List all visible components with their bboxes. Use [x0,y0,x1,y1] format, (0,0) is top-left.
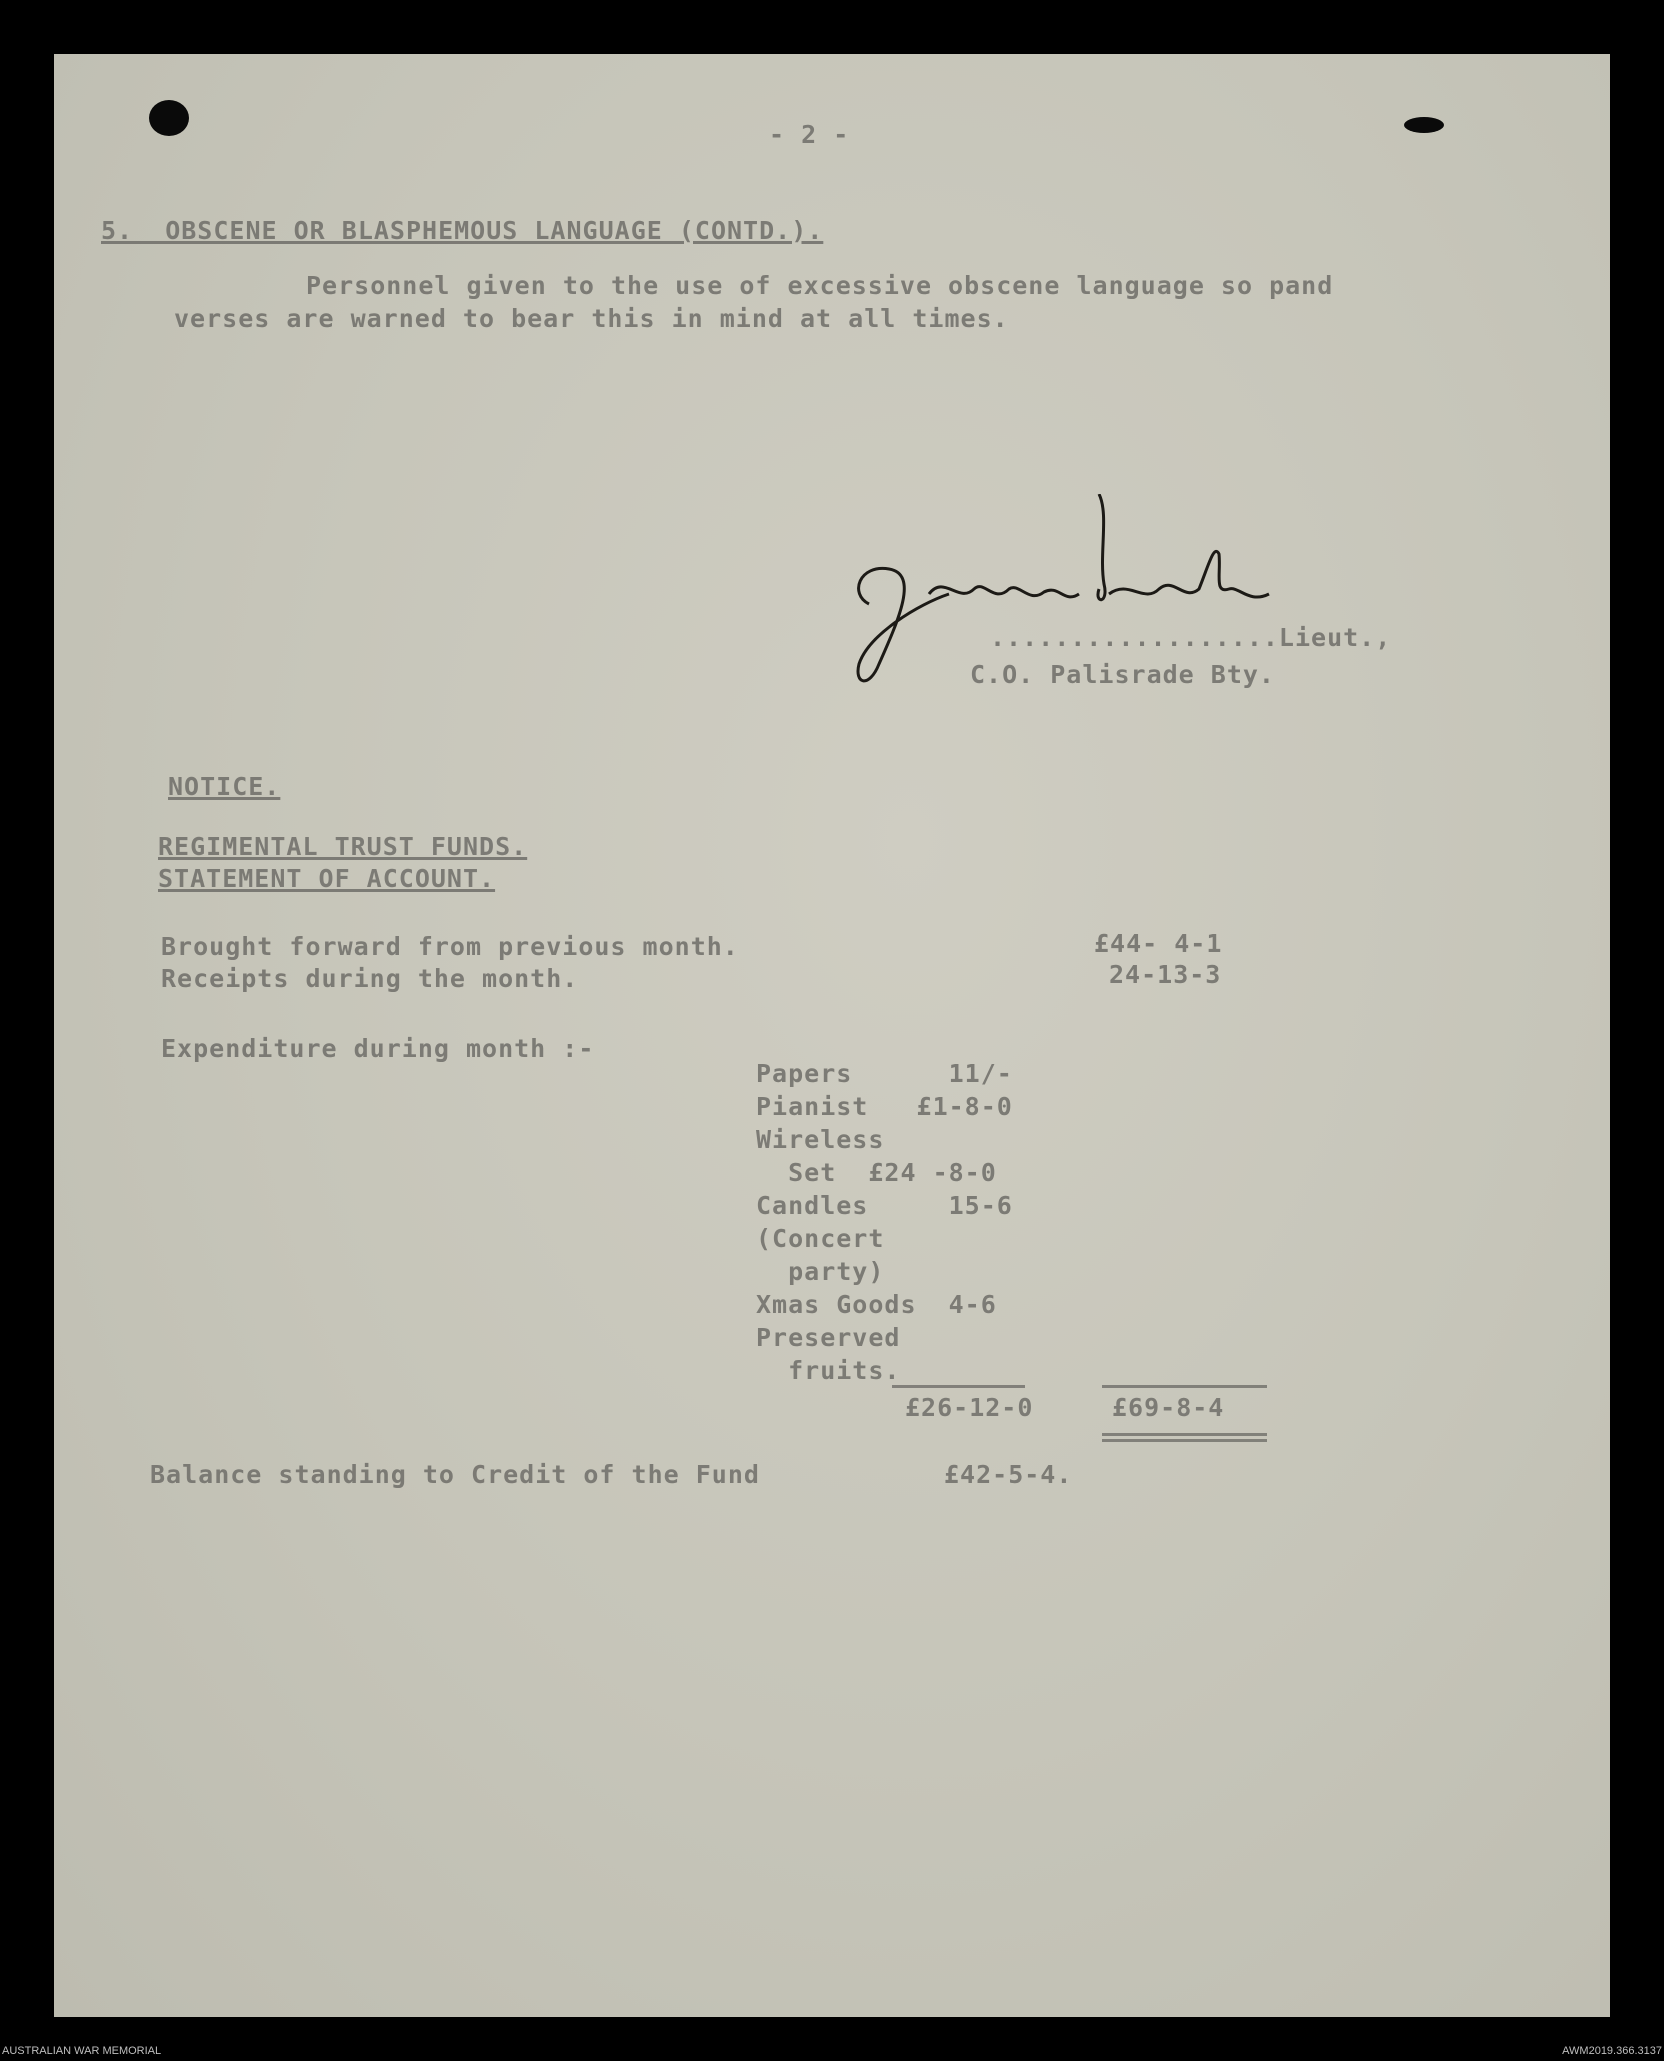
expenditure-label: Expenditure during month :- [161,1034,595,1063]
receipts-label: Receipts during the month. [161,964,579,993]
brought-forward-label: Brought forward from previous month. [161,932,739,961]
expense-item: (Concert [756,1224,885,1253]
brought-forward-value: £44- 4-1 [1094,929,1223,958]
balance-value: £42-5-4. [944,1460,1073,1489]
expense-item: Pianist £1-8-0 [756,1092,1013,1121]
notice-heading: NOTICE. [168,772,281,801]
signature-unit: C.O. Palisrade Bty. [970,660,1275,689]
expenditure-total: £26-12-0 [905,1393,1034,1422]
total-rule [1102,1433,1267,1436]
expense-item: fruits. [756,1356,901,1385]
total-rule [1102,1385,1267,1388]
signature-rank: ..................Lieut., [990,623,1392,652]
footer-right: AWM2019.366.3137 [1562,2045,1662,2057]
section-body-line: Personnel given to the use of excessive obscene language so pand [306,271,1334,300]
grand-total: £69-8-4 [1112,1393,1225,1422]
document-page [54,54,1610,2017]
expense-item: Set £24 -8-0 [756,1158,997,1187]
punch-hole [149,100,189,136]
expense-item: Preserved [756,1323,901,1352]
expense-item: Wireless [756,1125,885,1154]
section-body-line: verses are warned to bear this in mind at all times. [174,304,1009,333]
expense-item: Xmas Goods 4-6 [756,1290,997,1319]
total-rule [1102,1439,1267,1442]
page-number: - 2 - [769,120,850,149]
expense-item: Papers 11/- [756,1059,1013,1088]
expense-item: Candles 15-6 [756,1191,1013,1220]
footer-left: AUSTRALIAN WAR MEMORIAL [2,2045,162,2057]
balance-label: Balance standing to Credit of the Fund [150,1460,760,1489]
fund-subtitle: STATEMENT OF ACCOUNT. [158,864,496,893]
punch-hole [1404,117,1444,133]
receipts-value: 24-13-3 [1109,960,1222,989]
total-rule [892,1385,1025,1388]
section-heading: 5. OBSCENE OR BLASPHEMOUS LANGUAGE (CONTD.). [101,216,824,245]
fund-title: REGIMENTAL TRUST FUNDS. [158,832,528,861]
expense-item: party) [756,1257,885,1286]
